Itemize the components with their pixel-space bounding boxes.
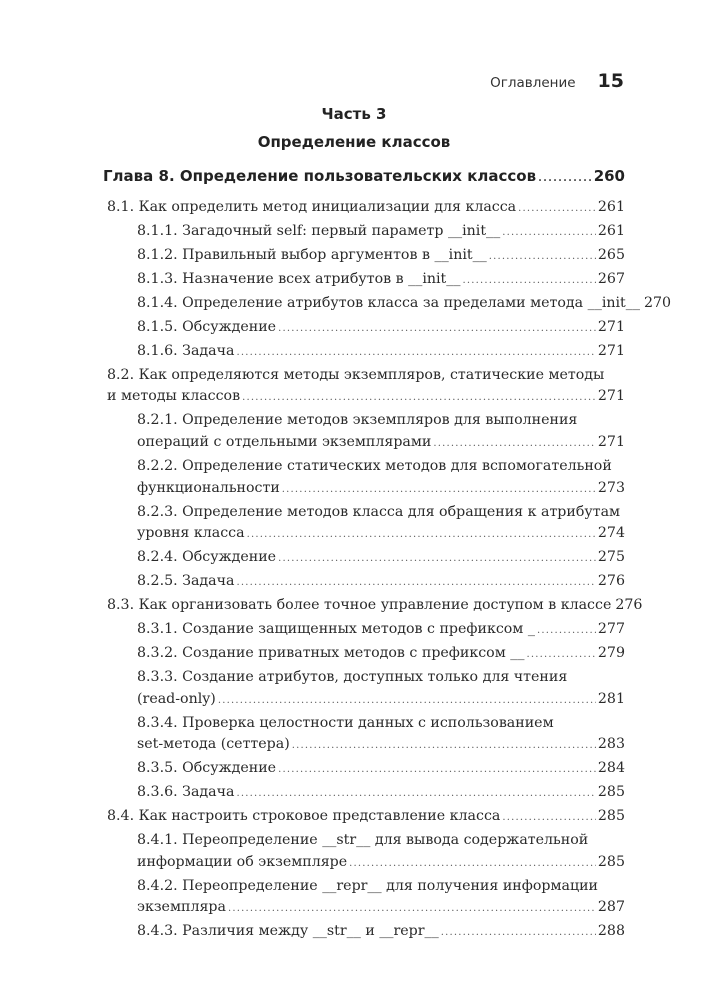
toc-entry-title: 8.3.5. Обсуждение (137, 760, 277, 777)
toc-entry[interactable] (103, 643, 625, 666)
toc-entry-line (137, 619, 625, 642)
toc-entry[interactable] (103, 365, 625, 409)
dot-leader (247, 524, 596, 546)
toc-entry-page: 275 (597, 549, 625, 566)
toc-entry-line (137, 689, 625, 712)
part-title: Определение классов (257, 133, 451, 151)
toc-entry-line (137, 876, 625, 898)
dot-leader (462, 270, 595, 292)
part-number: Часть 3 (321, 105, 387, 123)
toc-entry[interactable] (103, 619, 625, 642)
toc-entry[interactable] (103, 667, 625, 711)
dot-leader (236, 572, 595, 594)
toc-entry[interactable] (103, 571, 625, 594)
toc-entry[interactable] (103, 876, 625, 920)
toc-entry-page: 265 (597, 246, 625, 263)
toc-entry-page: 284 (597, 760, 625, 777)
toc-entry[interactable] (103, 830, 625, 874)
toc-entry[interactable] (103, 456, 625, 500)
toc-entry-title: и методы классов (107, 388, 241, 405)
toc-entry-page: 281 (597, 690, 625, 707)
toc-entry-line (137, 293, 672, 316)
toc-entry-title: 8.1.3. Назначение всех атрибутов в __init__ (137, 270, 461, 287)
toc-entry-title: 8.2. Как определяются методы экземпляров, статические методы (107, 366, 605, 383)
toc-entry-line (137, 502, 625, 524)
chapter-title: Глава 8. Определение пользовательских классов (103, 167, 537, 185)
toc-entry[interactable] (103, 782, 625, 805)
toc-entry-title: информации об экземпляре (137, 853, 348, 870)
toc-entry-line (107, 365, 625, 387)
toc-entry-page: 277 (597, 621, 625, 638)
toc-entry-title: 8.4. Как настроить строковое представление класса (107, 808, 501, 825)
toc-entry[interactable] (103, 221, 625, 244)
toc-entry-line (107, 806, 625, 829)
dot-leader (538, 173, 592, 184)
toc-entry-page: 261 (597, 199, 625, 215)
toc-entry[interactable] (103, 547, 625, 570)
toc-entry-line (137, 410, 625, 432)
toc-entry-page: 285 (597, 808, 625, 825)
toc-entry-title: операций с отдельными экземплярами (137, 434, 432, 451)
toc-entry[interactable] (103, 317, 625, 340)
toc-entry[interactable] (103, 713, 625, 757)
toc-entry-title: (read-only) (137, 690, 216, 707)
toc-entry-title: 8.2.5. Задача (137, 573, 235, 590)
toc-entry-title: 8.3.2. Создание приватных методов с префиксом __ (137, 645, 525, 662)
dot-leader (236, 342, 595, 364)
toc-entry-page: 285 (597, 853, 625, 870)
toc-entry-line (137, 921, 625, 944)
toc-entries (103, 197, 672, 944)
toc-entry-page: 273 (597, 479, 625, 496)
toc-entry-line (137, 317, 625, 340)
toc-entry-title: функциональности (137, 479, 280, 496)
chapter-page: 260 (593, 167, 625, 185)
toc-entry-title: 8.1. Как определить метод инициализации для класса (107, 199, 517, 215)
toc-entry-title: 8.1.6. Задача (137, 342, 235, 359)
toc-entry-page: 276 (597, 573, 625, 590)
toc-entry-title: 8.3.1. Создание защищенных методов с префиксом _ (137, 621, 535, 638)
toc-entry-line (137, 269, 625, 292)
toc-entry-line (137, 830, 625, 852)
toc-entry-title: экземпляра (137, 899, 226, 916)
dot-leader (502, 222, 596, 244)
page-number: 15 (597, 70, 624, 92)
toc-entry-title: 8.1.4. Определение атрибутов класса за пределами метода __init__ (137, 294, 640, 311)
toc-entry-page: 279 (597, 645, 625, 662)
toc-entry-page: 283 (597, 736, 625, 753)
toc-entry-line (137, 782, 625, 805)
toc-entry[interactable] (103, 269, 625, 292)
dot-leader (278, 548, 596, 570)
toc-entry-line (137, 432, 625, 455)
toc-entry-title: 8.3.6. Задача (137, 784, 235, 801)
toc-entry[interactable] (103, 341, 625, 364)
toc-entry-title: 8.3.4. Проверка целостности данных с использованием (137, 714, 554, 731)
dot-leader (278, 759, 596, 781)
toc-entry-page: 288 (597, 923, 625, 940)
toc-entry-line (137, 221, 625, 244)
toc-entry-page: 276 (615, 597, 643, 614)
toc-entry-line (137, 547, 625, 570)
dot-leader (489, 246, 596, 268)
toc-entry-title: уровня класса (137, 525, 245, 542)
table-of-contents (103, 167, 672, 945)
toc-entry-title: 8.2.3. Определение методов класса для обращения к атрибутам (137, 503, 621, 520)
toc-entry[interactable] (103, 921, 625, 944)
toc-entry-title: 8.2.1. Определение методов экземпляров для выполнения (137, 412, 578, 429)
dot-leader (518, 198, 596, 220)
dot-leader (228, 898, 596, 920)
toc-entry-page: 271 (597, 318, 625, 335)
dot-leader (349, 853, 596, 875)
running-header (490, 70, 624, 92)
toc-entry-line (137, 571, 625, 594)
toc-entry-line (107, 197, 625, 220)
dot-leader (236, 783, 595, 805)
toc-entry-line (137, 734, 625, 757)
toc-entry-line (137, 667, 625, 689)
toc-entry-page: 271 (597, 342, 625, 359)
toc-entry-title: 8.3.3. Создание атрибутов, доступных только для чтения (137, 669, 568, 686)
toc-entry-page: 287 (597, 899, 625, 916)
toc-entry-title: 8.1.1. Загадочный self: первый параметр __init__ (137, 222, 501, 239)
toc-entry-page: 270 (643, 294, 672, 311)
toc-entry-line (137, 341, 625, 364)
toc-entry-title: 8.1.5. Обсуждение (137, 318, 277, 335)
running-header-title: Оглавление (490, 75, 576, 91)
toc-entry-page: 274 (597, 525, 625, 542)
toc-entry-page: 261 (597, 222, 625, 239)
dot-leader (218, 690, 596, 712)
toc-entry-page: 271 (597, 434, 625, 451)
toc-entry-line (137, 713, 625, 735)
toc-entry-title: 8.2.4. Обсуждение (137, 549, 277, 566)
toc-entry-title: 8.4.1. Переопределение __str__ для вывода содержательной (137, 832, 589, 849)
toc-entry[interactable] (103, 197, 625, 220)
dot-leader (292, 735, 596, 757)
dot-leader (526, 644, 595, 666)
toc-entry[interactable] (103, 410, 625, 454)
toc-entry-line (137, 523, 625, 546)
dot-leader (433, 433, 596, 455)
toc-entry-page: 267 (597, 270, 625, 287)
dot-leader (537, 620, 596, 642)
toc-entry-line (137, 478, 625, 501)
toc-entry[interactable] (103, 595, 643, 618)
toc-entry-title: 8.4.3. Различия между __str__ и __repr__ (137, 923, 439, 940)
toc-entry[interactable] (103, 758, 625, 781)
toc-entry-page: 271 (597, 388, 625, 405)
toc-entry-line (137, 245, 625, 268)
toc-entry-title: 8.1.2. Правильный выбор аргументов в __init__ (137, 246, 487, 263)
toc-entry-line (137, 758, 625, 781)
toc-entry-title: 8.3. Как организовать более точное управление доступом в классе (107, 597, 612, 614)
toc-entry-line (137, 852, 625, 875)
toc-entry-line (107, 595, 643, 618)
toc-entry[interactable] (103, 502, 625, 546)
toc-entry-line (137, 897, 625, 920)
toc-entry-line (107, 386, 625, 409)
toc-entry-title: 8.4.2. Переопределение __repr__ для получения информации (137, 877, 599, 894)
dot-leader (441, 922, 596, 944)
toc-entry[interactable] (103, 245, 625, 268)
dot-leader (502, 807, 596, 829)
dot-leader (282, 479, 596, 501)
toc-entry-line (137, 643, 625, 666)
chapter-entry[interactable] (103, 167, 625, 197)
dot-leader (242, 387, 596, 409)
dot-leader (278, 318, 596, 340)
toc-entry-line (137, 456, 625, 478)
toc-entry-page: 285 (597, 784, 625, 801)
toc-entry[interactable] (103, 293, 672, 316)
part-heading (0, 100, 708, 156)
toc-entry-title: set-метода (сеттера) (137, 736, 290, 753)
toc-entry-title: 8.2.2. Определение статических методов для вспомогательной (137, 458, 612, 475)
toc-entry[interactable] (103, 806, 625, 829)
